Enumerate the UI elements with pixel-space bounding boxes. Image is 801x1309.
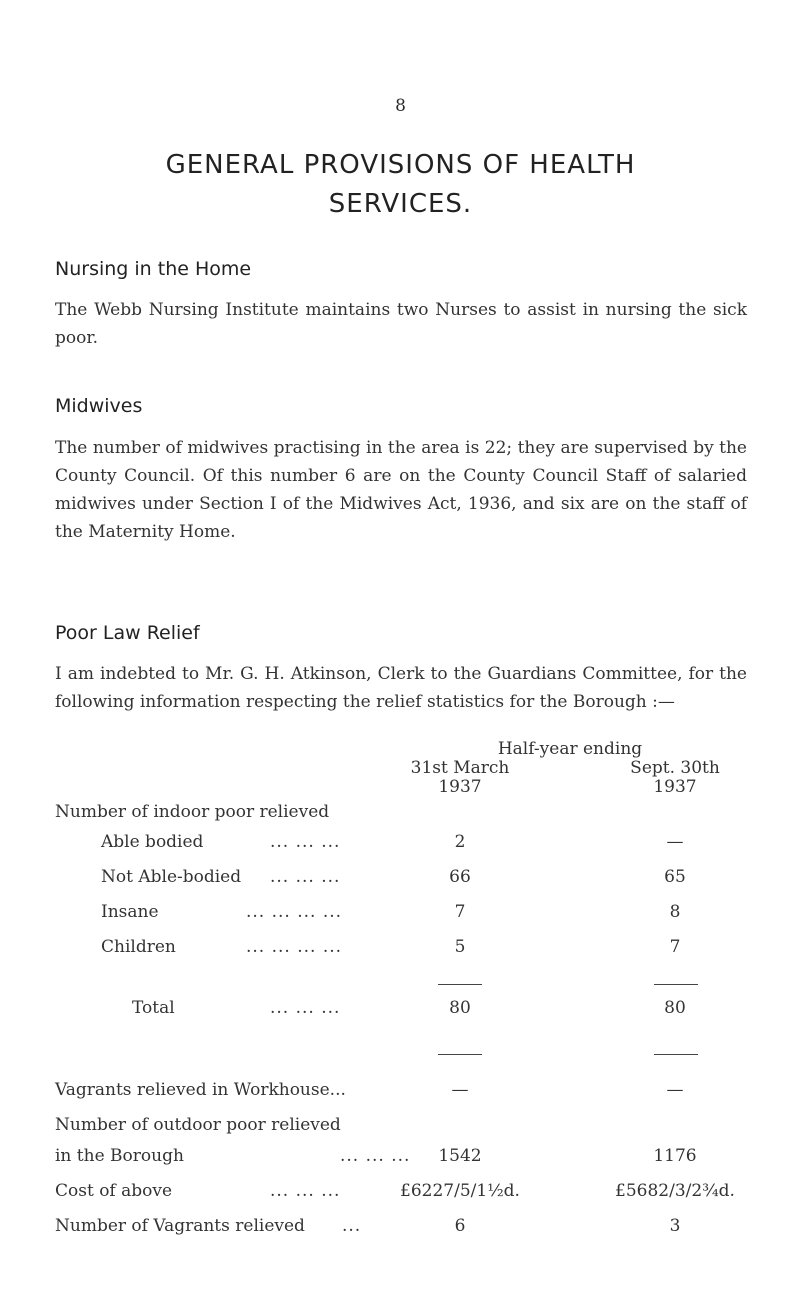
midwives-heading: Midwives — [55, 395, 143, 417]
row-value-march: 66 — [449, 867, 471, 887]
total-value-march: 80 — [449, 998, 471, 1018]
total-value-sept: 80 — [664, 998, 686, 1018]
table-row — [0, 934, 801, 960]
row-label: in the Borough — [55, 1146, 184, 1166]
col2-header-line2: 1937 — [653, 777, 697, 797]
table-row — [0, 899, 801, 925]
row-label: Number of Vagrants relieved — [55, 1216, 305, 1236]
row-value-sept: 65 — [664, 867, 686, 887]
poor-law-heading: Poor Law Relief — [55, 622, 200, 644]
page-title-line-2: SERVICES. — [328, 189, 473, 219]
total-rule-top-col1 — [438, 984, 482, 985]
row-value-march: 2 — [454, 832, 466, 852]
row-value-sept: £5682/3/2¾d. — [615, 1181, 735, 1201]
outdoor-row — [0, 1143, 801, 1169]
row-label: Insane — [101, 902, 159, 922]
nursing-paragraph: The Webb Nursing Institute maintains two Nurses to assist in nursing the sick poor. — [55, 300, 747, 348]
vagrants-row — [0, 1213, 801, 1239]
row-dots: ... ... ... — [270, 1181, 341, 1201]
col1-header-line1: 31st March — [410, 758, 510, 778]
row-value-march: 7 — [454, 902, 466, 922]
row-dots: ... ... ... ... — [246, 902, 343, 922]
row-value-march: 6 — [454, 1216, 466, 1236]
row-value-sept: 1176 — [653, 1146, 697, 1166]
row-value-march: 1542 — [438, 1146, 482, 1166]
total-rule-bottom-col2 — [654, 1054, 698, 1055]
group-header: Half-year ending — [497, 739, 643, 759]
row-value-march: — — [451, 1080, 469, 1100]
col1-header-line2: 1937 — [438, 777, 482, 797]
total-rule-bottom-col1 — [438, 1054, 482, 1055]
section-label: Number of indoor poor relieved — [55, 802, 330, 822]
total-rule-top-col2 — [654, 984, 698, 985]
midwives-paragraph: The number of midwives practising in the area is 22; they are supervised by the County Council. Of this number 6 are on the County Council Staff of salaried midwives under Section I of the Midwives Act, 1936, and six are on the staff of the Maternity Home. — [55, 438, 747, 542]
row-label: Cost of above — [55, 1181, 173, 1201]
row-label: Not Able-bodied — [101, 867, 242, 887]
row-value-march: £6227/5/1½d. — [400, 1181, 520, 1201]
page-title-line-1: GENERAL PROVISIONS OF HEALTH — [165, 150, 636, 180]
row-value-sept: — — [666, 1080, 684, 1100]
row-dots: ... ... ... — [270, 867, 341, 887]
vagrants-workhouse-row — [0, 1077, 801, 1103]
row-label: Vagrants relieved in Workhouse... — [55, 1080, 346, 1100]
row-value-sept: 8 — [669, 902, 681, 922]
row-label: Children — [101, 937, 176, 957]
row-dots: ... ... ... — [270, 832, 341, 852]
cost-row — [0, 1178, 801, 1204]
row-dots: ... ... ... ... — [246, 937, 343, 957]
col2-header-line1: Sept. 30th — [630, 758, 720, 778]
row-value-sept: 3 — [669, 1216, 681, 1236]
poor-law-paragraph: I am indebted to Mr. G. H. Atkinson, Clerk to the Guardians Committee, for the following information respecting the relief statistics for the Borough :— — [55, 664, 747, 712]
outdoor-label-line1: Number of outdoor poor relieved — [55, 1115, 341, 1135]
page-number: 8 — [395, 96, 406, 116]
row-value-march: 5 — [454, 937, 466, 957]
row-label: Able bodied — [101, 832, 204, 852]
total-label: Total — [132, 998, 175, 1018]
nursing-heading: Nursing in the Home — [55, 258, 252, 280]
row-value-sept: 7 — [669, 937, 681, 957]
table-row — [0, 829, 801, 855]
total-row — [0, 995, 801, 1021]
total-dots: ... ... ... — [270, 998, 341, 1018]
row-dots: ... ... ... — [340, 1146, 411, 1166]
table-row — [0, 864, 801, 890]
row-value-sept: — — [666, 832, 684, 852]
row-dots: ... — [342, 1216, 362, 1236]
